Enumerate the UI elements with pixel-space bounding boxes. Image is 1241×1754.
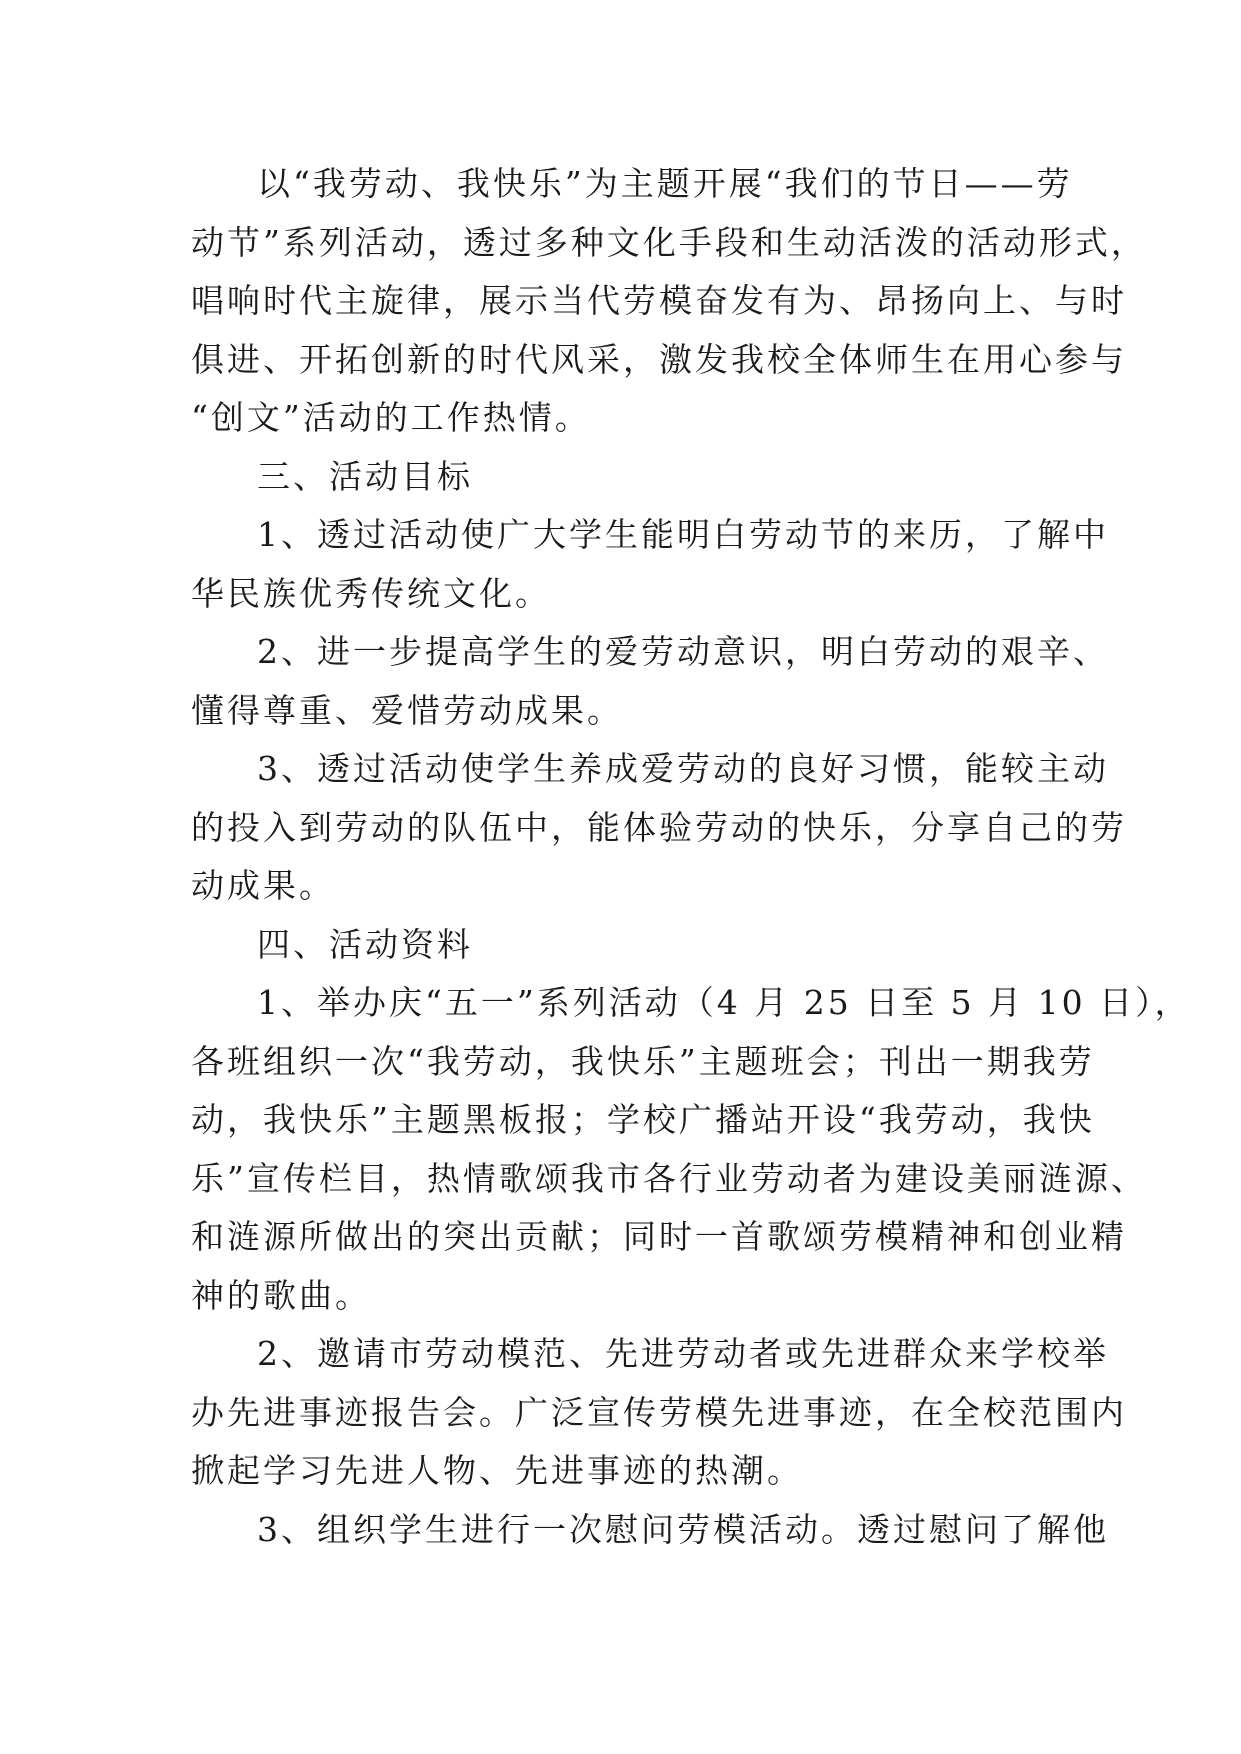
text-line: 1、透过活动使广大学生能明白劳动节的来历，了解中 (257, 515, 1109, 554)
text-line: 2、进一步提高学生的爱劳动意识，明白劳动的艰辛、 (257, 632, 1109, 671)
text-line: 1、举办庆“五一”系列活动（4 月 25 日至 5 月 10 日）， (257, 983, 1191, 1022)
text-line: 以“我劳动、我快乐”为主题开展“我们的节日——劳 (257, 164, 1073, 203)
text-line: 懂得尊重、爱惜劳动成果。 (191, 690, 623, 730)
document-body (191, 155, 1191, 1559)
text-line: 神的歌曲。 (191, 1275, 371, 1315)
text-line: 唱响时代主旋律，展示当代劳模奋发有为、昂扬向上、与时 (191, 281, 1127, 320)
text-line: 动，我快乐”主题黑板报；学校广播站开设“我劳动，我快 (191, 1100, 1095, 1139)
text-line: 3、透过活动使学生养成爱劳动的良好习惯，能较主动 (257, 749, 1109, 788)
text-line: “创文”活动的工作热情。 (191, 398, 591, 437)
text-line: 动节”系列活动，透过多种文化手段和生动活泼的活动形式， (191, 222, 1147, 262)
text-line: 3、组织学生进行一次慰问劳模活动。透过慰问了解他 (257, 1509, 1109, 1549)
text-line: 2、邀请市劳动模范、先进劳动者或先进群众来学校举 (257, 1334, 1109, 1373)
text-line: 和涟源所做出的突出贡献；同时一首歌颂劳模精神和创业精 (191, 1217, 1127, 1256)
text-line: 华民族优秀传统文化。 (191, 573, 551, 613)
text-line: 办先进事迹报告会。广泛宣传劳模先进事迹，在全校范围内 (191, 1392, 1127, 1432)
text-line: 乐”宣传栏目，热情歌颂我市各行业劳动者为建设美丽涟源、 (191, 1158, 1147, 1198)
text-line: 动成果。 (191, 866, 335, 905)
text-line: 四、活动资料 (257, 924, 473, 964)
text-line: 俱进、开拓创新的时代风采，激发我校全体师生在用心参与 (191, 339, 1127, 379)
text-line: 三、活动目标 (257, 456, 473, 496)
text-line: 各班组织一次“我劳动，我快乐”主题班会；刊出一期我劳 (191, 1041, 1095, 1081)
text-line: 掀起学习先进人物、先进事迹的热潮。 (191, 1451, 803, 1490)
text-line: 的投入到劳动的队伍中，能体验劳动的快乐，分享自己的劳 (191, 807, 1127, 847)
